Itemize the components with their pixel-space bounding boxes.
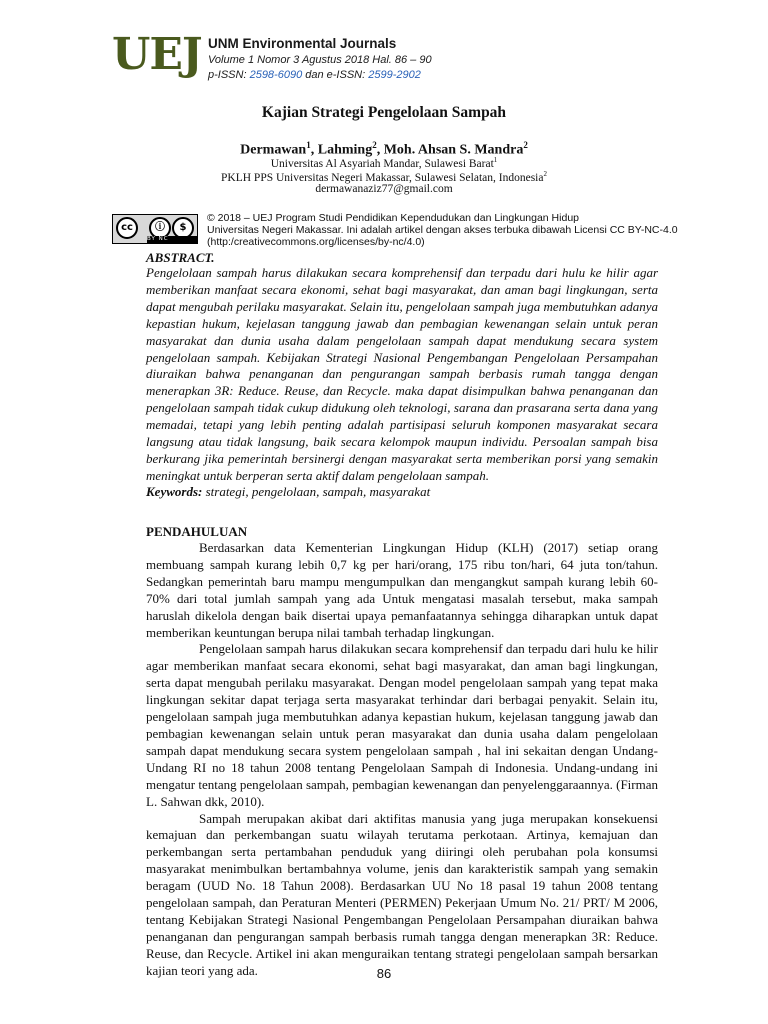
- author-sup: 2: [523, 140, 528, 150]
- affiliation-2: [0, 170, 768, 184]
- nc-icon: $: [172, 217, 194, 239]
- author-sup: 1: [306, 140, 311, 150]
- eissn-label: dan e-ISSN:: [302, 69, 369, 81]
- paragraph: Sampah merupakan akibat dari aktifitas manusia yang juga merupakan konsekuensi kemajuan dan perkembangan suatu wilayah terutama perkotaan. Artinya, kemajuan dan perkembangan serta pertambahan penduduk yang diiringi oleh perubahan pola konsumsi masyarakat menimbulkan bertambahnya volume, jenis dan karakteristik sampah yang semakin beragam (UUD No. 18 Tahun 2008). Berdasarkan UU No 18 pasal 19 tahun 2008 tentang pengelolaan sampah, dan Peraturan Menteri (PERMEN) Pekerjaan Umum No. 21/ PRT/ M 2006, tentang Kebijakan Strategi Nasional Pengembangan Pengelolaan Persampahan diuraikan bahwa penanganan dan pengurangan sampah berbasis rumah tangga dengan menerapkan 3R: Reduce. Reuse, dan Recycle. Artikel ini akan menguraikan tentang strategi pengelolaan sampah bersarkan kajian teori yang ada.: [146, 810, 658, 978]
- pissn-label: p-ISSN:: [208, 69, 250, 81]
- author-sup: 2: [372, 140, 377, 150]
- paper-title: Kajian Strategi Pengelolaan Sampah: [261, 104, 507, 121]
- keywords: [146, 484, 430, 500]
- keywords-label: Keywords:: [146, 484, 203, 499]
- affiliation-text: PKLH PPS Universitas Negeri Makassar, Sulawesi Selatan, Indonesia: [221, 171, 544, 184]
- keywords-value: strategi, pengelolaan, sampah, masyarakat: [202, 484, 431, 499]
- affiliation-text: Universitas Al Asyariah Mandar, Sulawesi Barat: [270, 157, 494, 170]
- author-name: Moh. Ahsan S. Mandra: [383, 142, 524, 158]
- journal-logo: UEJ: [112, 29, 202, 80]
- cc-by-nc-icon: [112, 214, 198, 244]
- affiliation-sup: 1: [493, 156, 498, 164]
- pissn-link[interactable]: 2598-6090: [249, 69, 303, 81]
- by-icon: ⓘ: [149, 217, 171, 239]
- paragraph: Pengelolaan sampah harus dilakukan secara komprehensif dan terpadu dari hulu ke hilir agar memberikan manfaat secara ekonomi, sehat bagi masyarakat, dan aman bagi lingkungan, serta dapat mengubah perilaku masyarakat. Dengan model pengelolaan sampah yang tepat maka lingkungan sekitar dapat terjaga serta masyarakat terhindar dari berbagai penyakit. Selain itu, pengelolaan sampah juga membutuhkan adanya kepastian hukum, kejelasan tanggung jawab dan pembagian kewenangan selain untuk peran masyarakat dan dunia usaha dalam pengelolaan sampah dapat mendukung secara system pengelolaan sampah , hal ini sekaitan dengan Undang-Undang RI no 18 tahun 2008 tentang Pengelolaan Sampah di Indonesia. Undang-undang ini mengatur tentang pengelolaan sampah, pembagian kewenangan dan penyelenggaraannya. (Firman L. Sahwan dkk, 2010).: [146, 641, 658, 809]
- author-email[interactable]: dermawanaziz77@gmail.com: [315, 183, 453, 195]
- paragraph: Berdasarkan data Kementerian Lingkungan Hidup (KLH) (2017) setiap orang membuang sampah kurang lebih 0,7 kg per hari/orang, 175 ribu ton/hari, 64 juta ton/tahun. Sedangkan pemerintah baru mampu mengumpulkan dan mengangkut sampah kurang lebih 60-70% dari total jumlah sampah yang ada Untuk mengatasi masalah tersebut, maka sampah haruslah dikelola dengan baik disertai upaya pemanfaatannya sehingga diharapkan untuk dapat memberikan keuntungan berupa nilai tambah terhadap lingkungan.: [146, 540, 658, 640]
- affiliation-1: [0, 156, 768, 170]
- cc-badge-label: BY NC: [147, 236, 197, 243]
- journal-volume: Volume 1 Nomor 3 Agustus 2018 Hal. 86 – 90: [208, 54, 432, 66]
- author-name: Lahming: [317, 142, 373, 158]
- page-number: 86: [376, 966, 392, 981]
- abstract-heading: ABSTRACT.: [146, 250, 215, 265]
- license-line-2: Universitas Negeri Makassar. Ini adalah artikel dengan akses terbuka dibawah Licensi CC BY-NC-4.0: [207, 224, 678, 236]
- license-line-1: © 2018 – UEJ Program Studi Pendidikan Kependudukan dan Lingkungan Hidup: [207, 212, 579, 224]
- author-name: Dermawan: [240, 142, 307, 158]
- license-line-3[interactable]: (http:/creativecommons.org/licenses/by-nc/4.0): [207, 236, 425, 248]
- abstract-text: Pengelolaan sampah harus dilakukan secara komprehensif dan terpadu dari hulu ke hilir agar memberikan manfaat secara ekonomi, sehat bagi masyarakat, dan aman bagi lingkungan, serta dapat mengubah perilaku masyarakat. Selain itu, pengelolaan sampah juga membutuhkan adanya kepastian hukum, kejelasan tanggung jawab dan pembagian kewenangan selain untuk peran masyarakat dan dunia usaha dalam pengelolaan sampah dapat mendukung secara system pengelolaan sampah. Kebijakan Strategi Nasional Pengembangan Pengelolaan Persampahan diuraikan bahwa penanganan dan pengurangan sampah berbasis rumah tangga dengan menerapkan 3R: Reduce. Reuse, dan Recycle. maka dapat disimpulkan bahwa penanganan dan pengelolaan sampah tidak cukup didukung oleh teknologi, sarana dan prasarana serta dana yang memadai, tetapi yang lebih penting adalah partisipasi seluruh komponen masyarakat secara langsung atau tidak langsung, baik secara kelompok maupun individu. Persoalan sampah bisa berkurang jika pemerintah bersinergi dengan masyarakat serta memberikan porsi yang semakin meningkat untuk berperan serta aktif dalam pengelolaan sampah.: [146, 265, 658, 483]
- journal-name: UNM Environmental Journals: [208, 36, 397, 51]
- author-list: Dermawan$^1$, Lahming$^2$, Moh. Ahsan S. Mandra$^2$: [240, 140, 528, 158]
- section-body: [146, 540, 658, 980]
- journal-issn: [208, 69, 421, 81]
- cc-icon: cc: [116, 217, 138, 239]
- section-heading: PENDAHULUAN: [146, 524, 248, 539]
- affiliation-sup: 2: [543, 170, 547, 178]
- eissn-link[interactable]: 2599-2902: [368, 69, 421, 81]
